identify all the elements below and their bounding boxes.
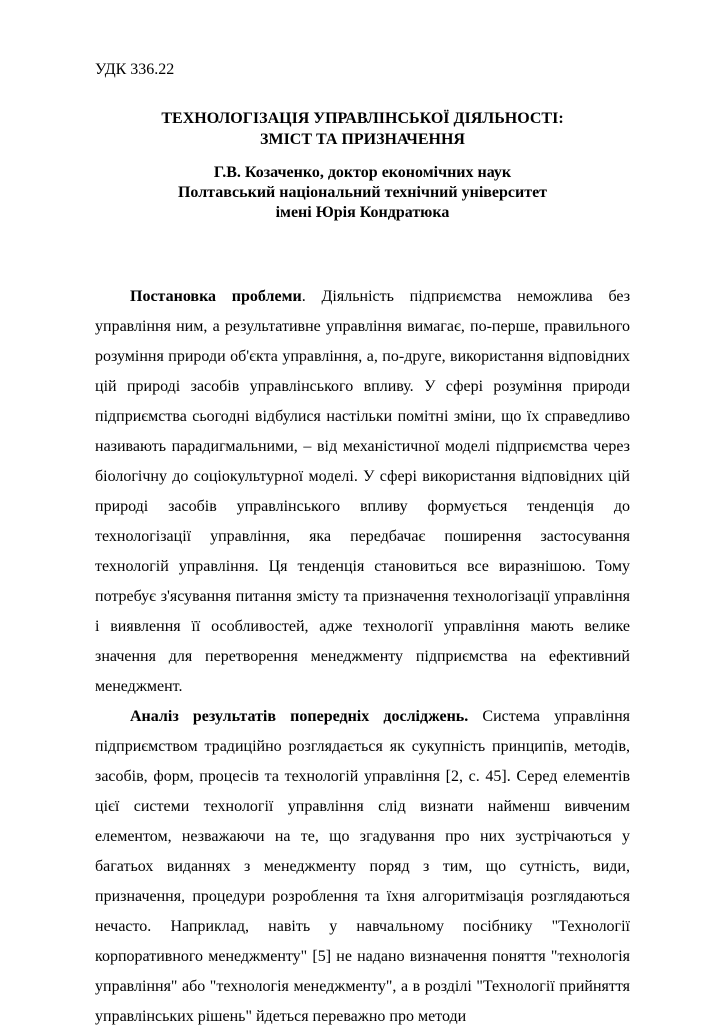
affiliation-line-2: імені Юрія Кондратюка <box>275 204 450 221</box>
udc-code: УДК 336.22 <box>95 61 175 78</box>
paragraph-analysis <box>95 702 630 1032</box>
document-title <box>95 108 630 150</box>
paragraph-lead: Постановка проблеми <box>130 288 302 305</box>
paragraph-problem-statement <box>95 282 630 702</box>
document-body <box>95 282 630 1032</box>
affiliation-line-1: Полтавський національний технічний університет <box>177 184 548 201</box>
paragraph-lead: Аналіз результатів попередніх досліджень. <box>130 708 469 725</box>
title-line-2: ЗМІСТ ТА ПРИЗНАЧЕННЯ <box>260 131 465 148</box>
author-name: Г.В. Козаченко, доктор економічних наук <box>213 164 512 181</box>
paragraph-text: . Діяльність підприємства неможлива без управління ним, а результативне управління вимагає, по-перше, правильного розуміння природи об'єкта управління, а, по-друге, використання відповідних цій природі засобів управлінського впливу. У сфері розуміння природи підприємства сьогодні відбулися настільки помітні зміни, що їх справедливо називають парадигмальними, – від механістичної моделі підприємства через біологічну до соціокультурної моделі. У сфері використання відповідних цій природі засобів управлінського впливу формується тенденція до технологізації управління, яка передбачає поширення застосування технологій управління. Ця тенденція становиться все виразнішою. Тому потребує з'ясування питання змісту та призначення технологізації управління і виявлення її особливостей, адже технології управління мають велике значення для перетворення менеджменту підприємства на ефективний менеджмент. <box>95 288 631 695</box>
author-block <box>95 163 630 223</box>
title-line-1: ТЕХНОЛОГІЗАЦІЯ УПРАВЛІНСЬКОЇ ДІЯЛЬНОСТІ: <box>161 110 564 127</box>
paragraph-text: Система управління підприємством традиційно розглядається як сукупність принципів, методів, засобів, форм, процесів та технологій управління [2, с. 45]. Серед елементів цієї системи технології управління слід визнати найменш вивченим елементом, незважаючи на те, що згадування про них зустрічаються у багатьох виданнях з менеджменту поряд з тим, що сутність, види, призначення, процедури розроблення та їхня алгоритмізація розглядаються нечасто. Наприклад, навіть у навчальному посібнику "Технології корпоративного менеджменту" [5] не надано визначення поняття "технологія управління" або "технологія менеджменту", а в розділі "Технології прийняття управлінських рішень" йдеться переважно про методи <box>95 708 631 1025</box>
